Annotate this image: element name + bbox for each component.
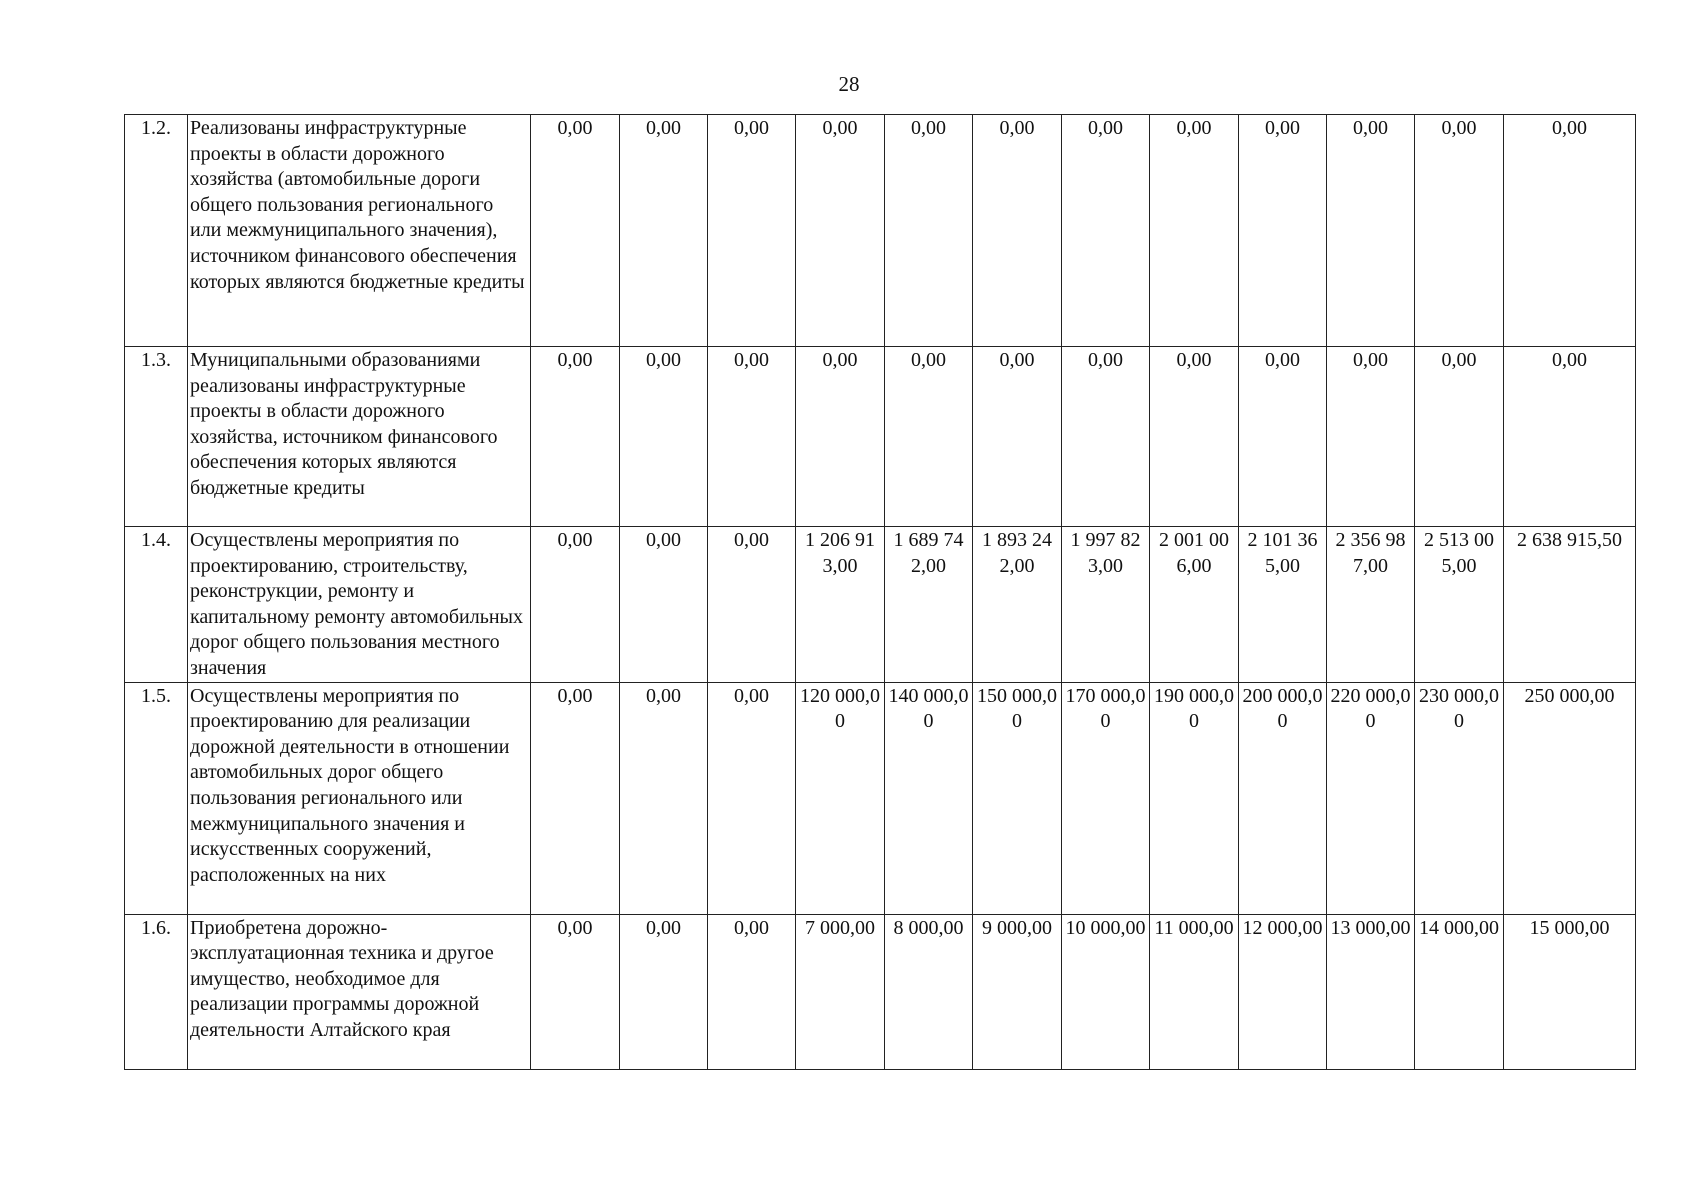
value-cell: 0,00 bbox=[620, 682, 708, 914]
value-cell: 0,00 bbox=[973, 347, 1062, 527]
table-row bbox=[125, 347, 1636, 527]
value-cell: 0,00 bbox=[885, 115, 973, 347]
value-cell: 230 000,00 bbox=[1415, 682, 1504, 914]
value-cell: 1 689 742,00 bbox=[885, 527, 973, 683]
value-cell: 0,00 bbox=[1150, 115, 1239, 347]
value-cell: 0,00 bbox=[708, 682, 796, 914]
value-cell: 0,00 bbox=[531, 347, 620, 527]
value-cell: 1 893 242,00 bbox=[973, 527, 1062, 683]
value-cell: 2 001 006,00 bbox=[1150, 527, 1239, 683]
value-cell: 7 000,00 bbox=[796, 914, 885, 1069]
value-cell: 150 000,00 bbox=[973, 682, 1062, 914]
value-cell: 11 000,00 bbox=[1150, 914, 1239, 1069]
value-cell: 0,00 bbox=[708, 115, 796, 347]
value-cell: 0,00 bbox=[885, 347, 973, 527]
value-cell: 8 000,00 bbox=[885, 914, 973, 1069]
value-cell: 0,00 bbox=[796, 347, 885, 527]
value-cell: 120 000,00 bbox=[796, 682, 885, 914]
value-cell: 2 101 365,00 bbox=[1239, 527, 1327, 683]
value-cell: 0,00 bbox=[620, 914, 708, 1069]
value-cell: 0,00 bbox=[1415, 115, 1504, 347]
row-description: Реализованы инфраструктурные проекты в области дорожного хозяйства (автомобильные дороги общего пользования регионального или межмуниципального значения), источником финансового обеспечения которых являются бюджетные кредиты bbox=[188, 115, 531, 347]
value-cell: 0,00 bbox=[620, 527, 708, 683]
value-cell: 1 206 913,00 bbox=[796, 527, 885, 683]
value-cell: 0,00 bbox=[1150, 347, 1239, 527]
value-cell: 0,00 bbox=[1062, 347, 1150, 527]
row-description: Муниципальными образованиями реализованы инфраструктурные проекты в области дорожного хозяйства, источником финансового обеспечения которых являются бюджетные кредиты bbox=[188, 347, 531, 527]
value-cell: 2 356 987,00 bbox=[1327, 527, 1415, 683]
value-cell: 200 000,00 bbox=[1239, 682, 1327, 914]
row-number: 1.2. bbox=[125, 115, 188, 347]
value-cell: 0,00 bbox=[531, 115, 620, 347]
value-cell: 0,00 bbox=[1239, 115, 1327, 347]
value-cell: 0,00 bbox=[620, 115, 708, 347]
value-cell: 0,00 bbox=[796, 115, 885, 347]
total-value-cell: 0,00 bbox=[1504, 347, 1636, 527]
value-cell: 9 000,00 bbox=[973, 914, 1062, 1069]
table-body bbox=[125, 115, 1636, 1070]
value-cell: 12 000,00 bbox=[1239, 914, 1327, 1069]
table-row bbox=[125, 682, 1636, 914]
funding-table bbox=[124, 114, 1636, 1070]
value-cell: 170 000,00 bbox=[1062, 682, 1150, 914]
value-cell: 220 000,00 bbox=[1327, 682, 1415, 914]
row-number: 1.4. bbox=[125, 527, 188, 683]
table-row bbox=[125, 115, 1636, 347]
value-cell: 0,00 bbox=[1327, 347, 1415, 527]
total-value-cell: 2 638 915,50 bbox=[1504, 527, 1636, 683]
table-row bbox=[125, 914, 1636, 1069]
value-cell: 0,00 bbox=[708, 347, 796, 527]
value-cell: 0,00 bbox=[620, 347, 708, 527]
value-cell: 0,00 bbox=[531, 914, 620, 1069]
value-cell: 1 997 823,00 bbox=[1062, 527, 1150, 683]
value-cell: 0,00 bbox=[708, 914, 796, 1069]
row-number: 1.3. bbox=[125, 347, 188, 527]
value-cell: 0,00 bbox=[708, 527, 796, 683]
value-cell: 0,00 bbox=[1327, 115, 1415, 347]
total-value-cell: 15 000,00 bbox=[1504, 914, 1636, 1069]
value-cell: 0,00 bbox=[531, 682, 620, 914]
table-row bbox=[125, 527, 1636, 683]
value-cell: 0,00 bbox=[973, 115, 1062, 347]
row-description: Осуществлены мероприятия по проектированию, строительству, реконструкции, ремонту и капитальному ремонту автомобильных дорог общего пользования местного значения bbox=[188, 527, 531, 683]
row-number: 1.5. bbox=[125, 682, 188, 914]
row-description: Приобретена дорожно-эксплуатационная техника и другое имущество, необходимое для реализации программы дорожной деятельности Алтайского края bbox=[188, 914, 531, 1069]
value-cell: 140 000,00 bbox=[885, 682, 973, 914]
value-cell: 10 000,00 bbox=[1062, 914, 1150, 1069]
total-value-cell: 250 000,00 bbox=[1504, 682, 1636, 914]
value-cell: 0,00 bbox=[1239, 347, 1327, 527]
page-number: 28 bbox=[838, 72, 860, 96]
value-cell: 2 513 005,00 bbox=[1415, 527, 1504, 683]
total-value-cell: 0,00 bbox=[1504, 115, 1636, 347]
value-cell: 0,00 bbox=[1415, 347, 1504, 527]
value-cell: 0,00 bbox=[531, 527, 620, 683]
value-cell: 190 000,00 bbox=[1150, 682, 1239, 914]
value-cell: 14 000,00 bbox=[1415, 914, 1504, 1069]
row-number: 1.6. bbox=[125, 914, 188, 1069]
value-cell: 0,00 bbox=[1062, 115, 1150, 347]
row-description: Осуществлены мероприятия по проектированию для реализации дорожной деятельности в отношении автомобильных дорог общего пользования регионального или межмуниципального значения и искусственных сооружений, расположенных на них bbox=[188, 682, 531, 914]
value-cell: 13 000,00 bbox=[1327, 914, 1415, 1069]
